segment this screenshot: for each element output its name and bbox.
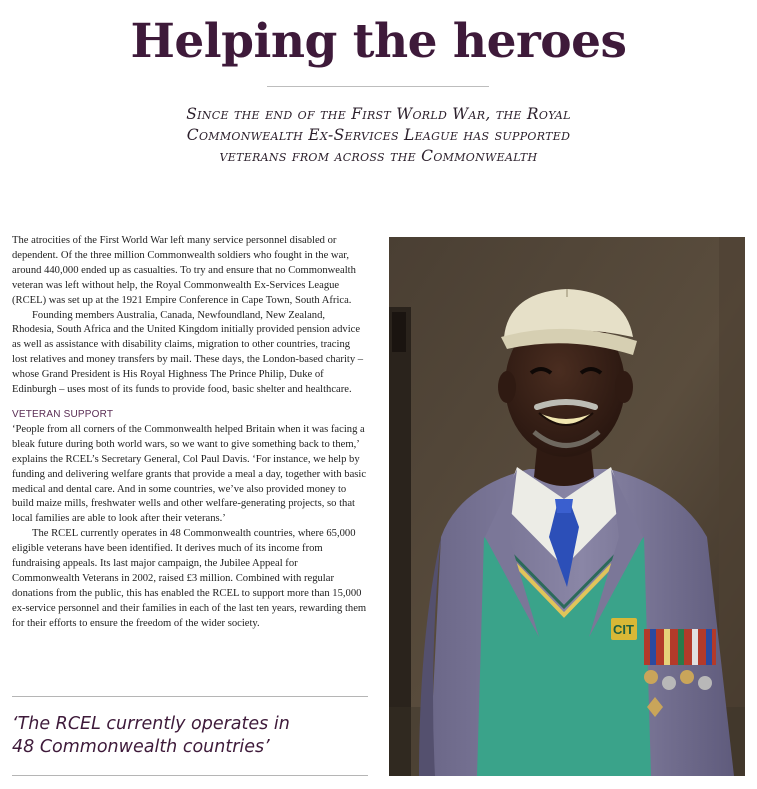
article-body <box>12 234 367 632</box>
paragraph: Founding members Australia, Canada, Newfoundland, New Zealand, Rhodesia, South Africa and the United Kingdom initially provided pension advice as well as assistance with disability claims, migration to other countries, tracing lost relatives and money transfers by mail. These days, the London-based charity – whose Grand President is His Royal Highness The Prince Philip, Duke of Edinburgh – uses most of its funds to provide food, basic shelter and healthcare. <box>12 309 364 396</box>
standfirst-line: Commonwealth Ex-Services League has supported <box>186 126 571 144</box>
standfirst <box>100 104 657 167</box>
paragraph: The RCEL currently operates in 48 Commonwealth countries, where 65,000 eligible veterans have been identified. It derives much of its income from fundraising appeals. Its last major campaign, the Jubilee Appeal for Commonwealth Veterans in 2002, raised £3 million. Combined with regular donations from the public, this has enabled the RCEL to support more than 15,000 ex-service personnel and their families in each of the last ten years, rewarding them for their efforts to ensure the freedom of the wider society. <box>12 528 367 629</box>
badge-text: CIT <box>613 622 634 637</box>
page-title: Helping the heroes <box>130 14 627 69</box>
title-divider <box>267 86 489 87</box>
pull-quote-line: ‘The RCEL currently operates in <box>12 714 290 734</box>
paragraph: The atrocities of the First World War left many service personnel disabled or dependent. Of the three million Commonwealth soldiers who fought in the war, around 440,000 ended up as casualties. To try and ensure that no Commonwealth veteran was left without help, the Royal Commonwealth Ex-Services League (RCEL) was set up at the 1921 Empire Conference in Cape Town, South Africa. <box>12 235 356 306</box>
pull-quote <box>12 713 372 759</box>
paragraph: ‘People from all corners of the Commonwealth helped Britain when it was facing a bleak future during both world wars, so we want to give something back to them,’ explains the RCEL’s Secretary General, Col Paul Davis. ‘For instance, we help by funding and delivering welfare grants that provide a meal a day, together with basic medical and dental care. And in some countries, we’ve also provided money to build maize mills, freshwater wells and other welfare-generating projects, so that local families are able to look after their veterans.’ <box>12 423 367 525</box>
pull-quote-bottom-rule <box>12 775 368 776</box>
standfirst-line: Since the end of the First World War, the Royal <box>186 105 571 123</box>
pull-quote-line: 48 Commonwealth countries’ <box>12 737 270 757</box>
veteran-photo <box>389 237 745 776</box>
veteran-illustration <box>389 237 745 776</box>
section-heading: VETERAN SUPPORT <box>12 408 114 420</box>
pull-quote-top-rule <box>12 696 368 697</box>
standfirst-line: veterans from across the Commonwealth <box>219 147 538 165</box>
